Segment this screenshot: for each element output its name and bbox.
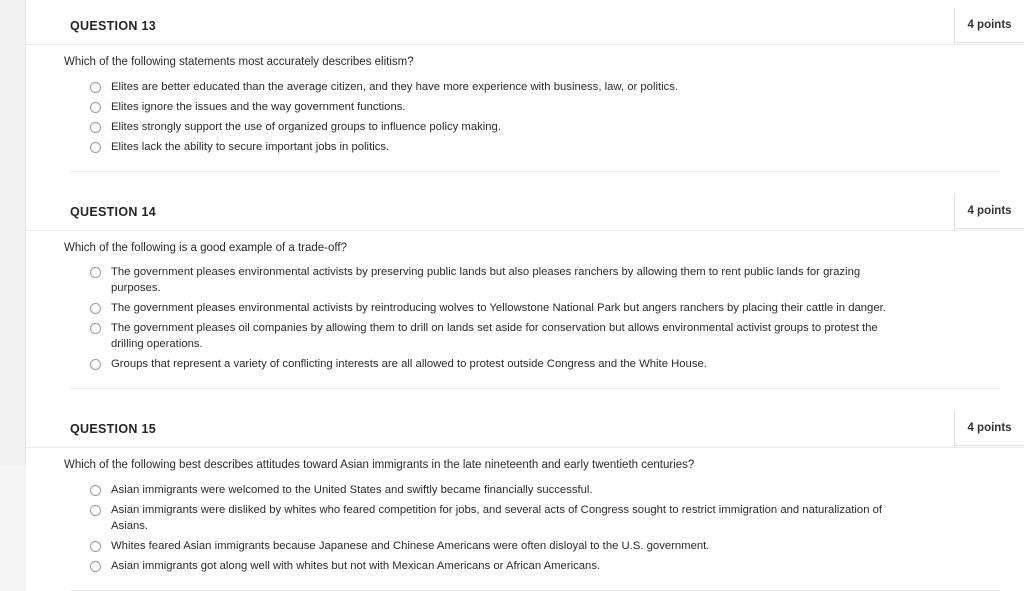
answer-label: Groups that represent a variety of conflicting interests are all allowed to protest outside Congress and the White House. [111,358,707,371]
block-spacer [26,172,1024,194]
radio-button-icon[interactable] [90,82,101,93]
radio-button-icon[interactable] [90,303,101,314]
left-gutter [0,0,26,465]
question-prompt-14: Which of the following is a good example of a trade-off? [64,241,347,254]
quiz-content-area [26,0,1024,572]
question-block-14 [26,194,1024,390]
answer-option-13-2[interactable] [64,97,904,117]
answer-option-15-2[interactable] [64,500,904,536]
question-divider-13 [70,171,1000,172]
answer-option-14-1[interactable] [64,262,904,298]
radio-button-icon[interactable] [90,142,101,153]
answer-option-14-2[interactable] [64,298,904,318]
answer-label: Asian immigrants got along well with whites but not with Mexican Americans or African Americans. [111,559,601,572]
answer-option-15-3[interactable] [64,536,904,556]
question-header-13 [26,8,1024,45]
answer-option-14-4[interactable] [64,354,904,374]
points-badge-15 [954,411,1024,446]
answer-label: Elites ignore the issues and the way government functions. [111,100,406,113]
answer-label: Elites lack the ability to secure important jobs in politics. [111,140,390,153]
radio-button-icon[interactable] [90,102,101,113]
radio-button-icon[interactable] [90,505,101,516]
answer-label: Asian immigrants were welcomed to the United States and swiftly became financially successful. [111,483,593,496]
answer-label: Elites strongly support the use of organized groups to influence policy making. [111,120,501,133]
answer-option-15-4[interactable] [64,556,904,576]
radio-button-icon[interactable] [90,122,101,133]
points-value-14: 4 points [967,204,1012,217]
points-value-15: 4 points [967,422,1012,435]
radio-button-icon[interactable] [90,323,101,334]
question-title-13: QUESTION 13 [70,19,156,33]
answer-label: The government pleases environmental activists by preserving public lands but also pleases ranchers by allowing them to rent public lands for grazing purposes. [111,266,861,295]
answer-label: Whites feared Asian immigrants because Japanese and Chinese Americans were often disloyal to the U.S. government. [111,539,710,552]
answer-option-14-3[interactable] [64,318,904,354]
points-badge-13 [954,8,1024,43]
answer-label: The government pleases environmental activists by reintroducing wolves to Yellowstone National Park but angers ranchers by placing their cattle in danger. [111,302,886,315]
answer-list-14 [26,262,1024,374]
radio-button-icon[interactable] [90,267,101,278]
answer-option-15-1[interactable] [64,480,904,500]
answer-option-13-3[interactable] [64,117,904,137]
answer-option-13-1[interactable] [64,77,904,97]
answer-list-15 [26,480,1024,576]
question-body-15 [26,448,1024,590]
answer-label: Asian immigrants were disliked by whites who feared competition for jobs, and several acts of Congress sought to restrict immigration and naturalization of Asians. [111,503,883,532]
question-header-14 [26,194,1024,231]
top-padding [26,0,1024,8]
radio-button-icon[interactable] [90,359,101,370]
radio-button-icon[interactable] [90,541,101,552]
question-prompt-15: Which of the following best describes attitudes toward Asian immigrants in the late nineteenth and early twentieth centuries? [64,459,695,472]
question-header-15 [26,411,1024,448]
points-badge-14 [954,194,1024,229]
question-title-14: QUESTION 14 [70,204,156,219]
radio-button-icon[interactable] [90,485,101,496]
radio-button-icon[interactable] [90,561,101,572]
answer-label: Elites are better educated than the average citizen, and they have more experience with business, law, or politics. [111,80,679,93]
question-body-13 [26,45,1024,171]
answer-option-13-4[interactable] [64,137,904,157]
question-divider-14 [70,388,1000,389]
question-block-13 [26,8,1024,172]
question-body-14 [26,231,1024,389]
points-value-13: 4 points [967,19,1012,31]
question-title-15: QUESTION 15 [70,422,156,437]
question-prompt-13: Which of the following statements most accurately describes elitism? [64,56,414,68]
block-spacer [26,389,1024,411]
question-block-15 [26,411,1024,591]
answer-label: The government pleases oil companies by allowing them to drill on lands set aside for conservation but allows environmental activist groups to protest the drilling operations. [111,322,878,351]
answer-list-13 [26,77,1024,157]
